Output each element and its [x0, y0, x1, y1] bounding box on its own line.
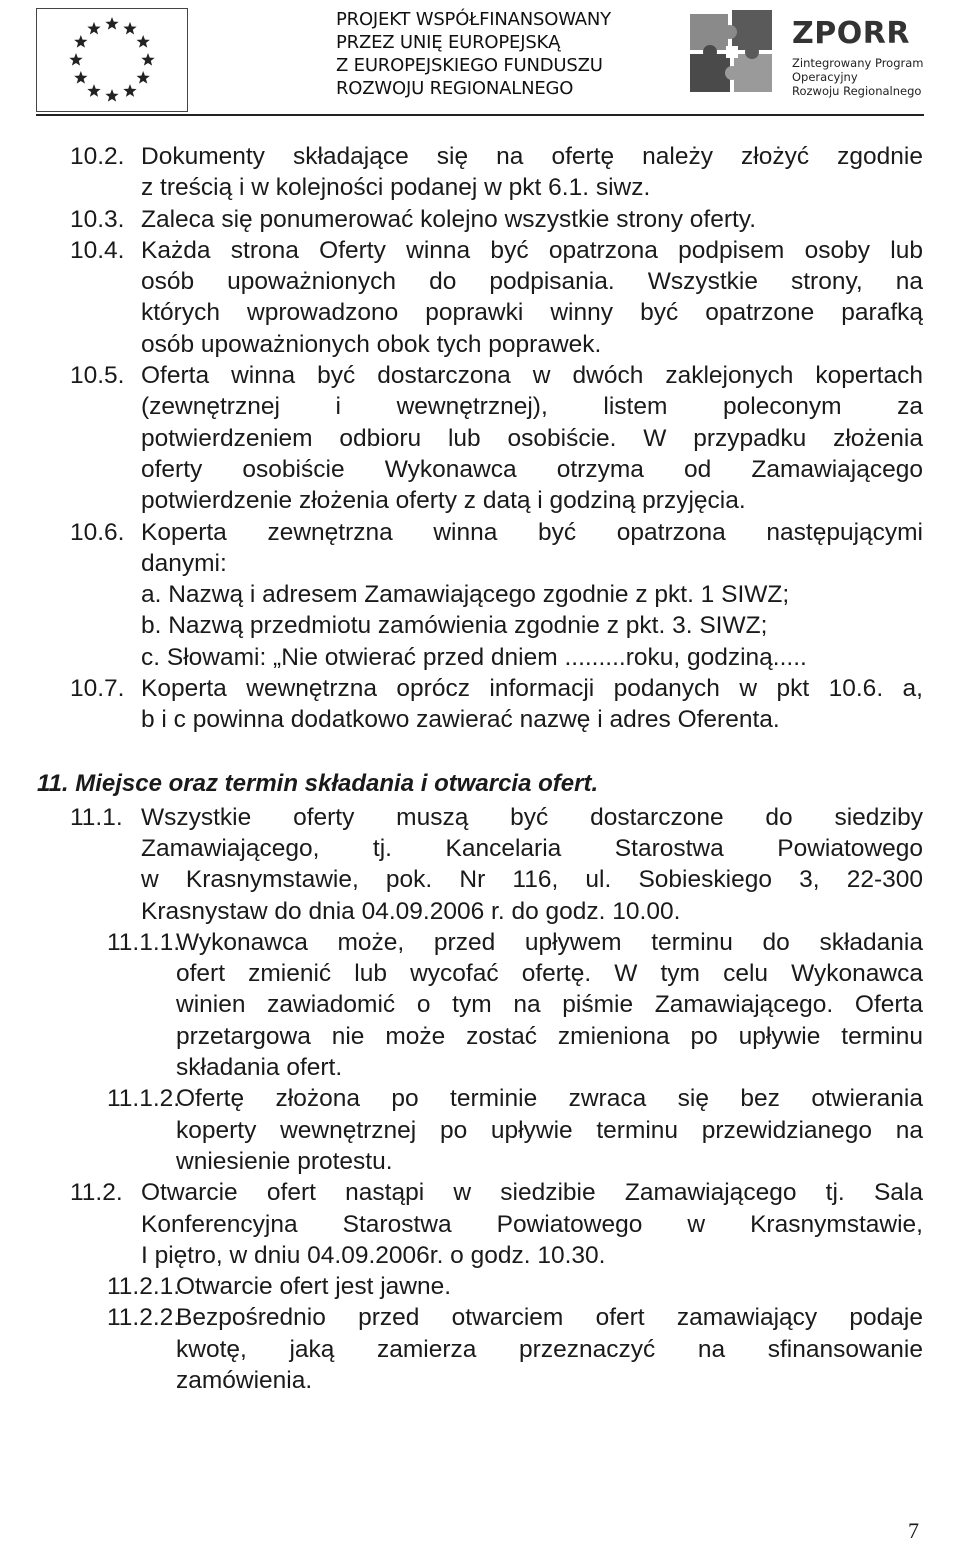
zporr-title: ZPORR: [792, 16, 910, 51]
text-line: [0, 1336, 960, 1367]
banner-line: ROZWOJU REGIONALNEGO: [336, 78, 574, 99]
clause-number: 10.5.: [70, 362, 125, 390]
clause-text: których wprowadzono poprawki winny być opatrzone parafką: [141, 299, 923, 327]
text-line: [0, 1179, 960, 1210]
star-icon: [69, 53, 82, 66]
text-line: [0, 1148, 960, 1179]
text-line: [0, 644, 960, 675]
clause-number: 11.1.1.: [107, 928, 181, 956]
eu-flag-icon: [36, 8, 188, 112]
clause-text: wniesienie protestu.: [176, 1147, 393, 1175]
spacer: [0, 738, 960, 770]
text-line: [0, 991, 960, 1022]
clause-number: 10.2.: [70, 143, 125, 170]
clause-text: zamówienia.: [176, 1366, 313, 1394]
header-divider: [36, 114, 924, 116]
clause-number: 11.2.2.: [107, 1304, 181, 1332]
text-line: [0, 299, 960, 330]
clause-text: Zamawiającego, tj. Kancelaria Starostwa Powiatowego: [141, 834, 923, 862]
text-line: [0, 1273, 960, 1304]
text-line: [0, 487, 960, 518]
section-11-list: [0, 804, 960, 1399]
clause-text: Każda strona Oferty winna być opatrzona podpisem osoby lub: [141, 236, 923, 264]
clause-text: b i c powinna dodatkowo zawierać nazwę i adres Oferenta.: [141, 706, 780, 734]
section-11-title: 11. Miejsce oraz termin składania i otwarcia ofert.: [37, 769, 599, 797]
page-header: [0, 0, 960, 118]
page-number: 7: [908, 1518, 919, 1543]
star-icon: [87, 22, 100, 35]
banner-line: Z EUROPEJSKIEGO FUNDUSZU: [336, 55, 603, 76]
star-icon: [87, 84, 100, 97]
text-line: [0, 393, 960, 424]
text-line: [0, 268, 960, 299]
clause-text: I piętro, w dniu 04.09.2006r. o godz. 10.30.: [141, 1241, 606, 1269]
clause-text: Krasnystaw do dnia 04.09.2006 r. do godz. 10.00.: [141, 897, 681, 925]
text-line: [0, 675, 960, 706]
text-line: [0, 1054, 960, 1085]
text-line: [0, 1242, 960, 1273]
text-line: [0, 550, 960, 581]
text-line: [0, 898, 960, 929]
star-icon: [123, 22, 136, 35]
banner-line: PRZEZ UNIĘ EUROPEJSKĄ: [336, 32, 561, 53]
clause-text: osób upoważnionych obok tych poprawek.: [141, 330, 602, 358]
clause-number: 11.2.: [70, 1179, 123, 1207]
star-icon: [141, 53, 154, 66]
clause-text: Bezpośrednio przed otwarciem ofert zamawiający podaje: [176, 1304, 923, 1332]
clause-text: danymi:: [141, 549, 227, 577]
zporr-logo: [688, 8, 948, 108]
star-icon: [74, 71, 87, 84]
text-line: [0, 331, 960, 362]
star-icon: [105, 17, 118, 30]
text-line: [0, 425, 960, 456]
clause-text: z treścią i w kolejności podanej w pkt 6.1. siwz.: [141, 174, 651, 202]
zporr-subtitle-line: Rozwoju Regionalnego: [792, 84, 922, 98]
clause-text: Wykonawca może, przed upływem terminu do składania: [176, 928, 923, 956]
clause-text: Dokumenty składające się na ofertę należy złożyć zgodnie: [141, 143, 923, 170]
clause-text: ofert zmienić lub wycofać ofertę. W tym celu Wykonawca: [176, 960, 923, 988]
cofinancing-banner: [310, 2, 660, 106]
text-line: [0, 362, 960, 393]
clause-number: 11.1.: [70, 803, 123, 831]
clause-text: oferty osobiście Wykonawca otrzyma od Zamawiającego: [141, 455, 923, 483]
clause-text: potwierdzeniem odbioru lub osobiście. W przypadku złożenia: [141, 424, 923, 452]
clause-text: przetargowa nie może zostać zmieniona po upływie terminu: [176, 1022, 923, 1050]
text-line: [0, 1211, 960, 1242]
clause-text: Otwarcie ofert jest jawne.: [176, 1273, 452, 1301]
text-line: [0, 456, 960, 487]
clause-text: w Krasnymstawie, pok. Nr 116, ul. Sobieskiego 3, 22-300: [141, 866, 923, 894]
text-line: [0, 835, 960, 866]
clause-number: 10.3.: [70, 205, 125, 233]
clause-number: 11.2.1.: [107, 1273, 181, 1301]
clause-text: c. Słowami: „Nie otwierać przed dniem .........roku, godziną.....: [141, 643, 807, 671]
section-heading: [0, 770, 960, 804]
clause-number: 10.7.: [70, 675, 125, 703]
clause-text: Otwarcie ofert nastąpi w siedzibie Zamawiającego tj. Sala: [141, 1179, 923, 1207]
star-icon: [123, 84, 136, 97]
text-line: [0, 174, 960, 205]
text-line: [0, 960, 960, 991]
clause-text: b. Nazwą przedmiotu zamówienia zgodnie z pkt. 3. SIWZ;: [141, 612, 768, 640]
clause-text: winien zawiadomić o tym na piśmie Zamawiającego. Oferta: [176, 991, 923, 1019]
clause-text: koperty wewnętrznej po upływie terminu przewidzianego na: [176, 1116, 923, 1144]
text-line: [0, 519, 960, 550]
puzzle-logo-icon: [688, 8, 776, 96]
banner-line: PROJEKT WSPÓŁFINANSOWANY: [336, 9, 611, 30]
clause-text: Koperta wewnętrzna oprócz informacji podanych w pkt 10.6. a,: [141, 675, 923, 703]
clause-text: Koperta zewnętrzna winna być opatrzona następującymi: [141, 518, 923, 546]
eu-stars-icon: [37, 9, 187, 111]
zporr-subtitle-line: Zintegrowany Program: [792, 56, 924, 70]
clause-text: Zaleca się ponumerować kolejno wszystkie strony oferty.: [141, 205, 757, 233]
clause-text: Wszystkie oferty muszą być dostarczone do siedziby: [141, 803, 923, 831]
section-10-list: [0, 143, 960, 738]
text-line: [0, 929, 960, 960]
text-line: [0, 581, 960, 612]
clause-text: Konferencyjna Starostwa Powiatowego w Krasnymstawie,: [141, 1210, 923, 1238]
star-icon: [74, 35, 87, 48]
clause-text: kwotę, jaką zamierza przeznaczyć na sfinansowanie: [176, 1335, 923, 1363]
clause-number: 10.6.: [70, 518, 125, 546]
clause-text: Ofertę złożona po terminie zwraca się bez otwierania: [176, 1085, 923, 1113]
text-line: [0, 1085, 960, 1116]
clause-text: osób upoważnionych do podpisania. Wszystkie strony, na: [141, 268, 923, 296]
text-line: [0, 237, 960, 268]
text-line: [0, 206, 960, 237]
text-line: [0, 1023, 960, 1054]
text-line: [0, 612, 960, 643]
clause-number: 10.4.: [70, 236, 125, 264]
text-line: [0, 1304, 960, 1335]
text-line: [0, 866, 960, 897]
document-body: [0, 143, 960, 1398]
zporr-subtitle-line: Operacyjny: [792, 70, 858, 84]
zporr-subtitle: [792, 56, 923, 98]
star-icon: [105, 89, 118, 102]
star-icon: [137, 35, 150, 48]
text-line: [0, 1117, 960, 1148]
clause-text: a. Nazwą i adresem Zamawiającego zgodnie z pkt. 1 SIWZ;: [141, 581, 790, 609]
text-line: [0, 804, 960, 835]
text-line: [0, 1367, 960, 1398]
clause-text: potwierdzenie złożenia oferty z datą i godziną przyjęcia.: [141, 487, 746, 515]
clause-text: (zewnętrznej i wewnętrznej), listem poleconym za: [141, 393, 923, 421]
clause-number: 11.1.2.: [107, 1085, 181, 1113]
clause-text: składania ofert.: [176, 1054, 343, 1082]
clause-text: Oferta winna być dostarczona w dwóch zaklejonych kopertach: [141, 362, 923, 390]
text-line: [0, 706, 960, 737]
star-icon: [137, 71, 150, 84]
text-line: [0, 143, 960, 174]
